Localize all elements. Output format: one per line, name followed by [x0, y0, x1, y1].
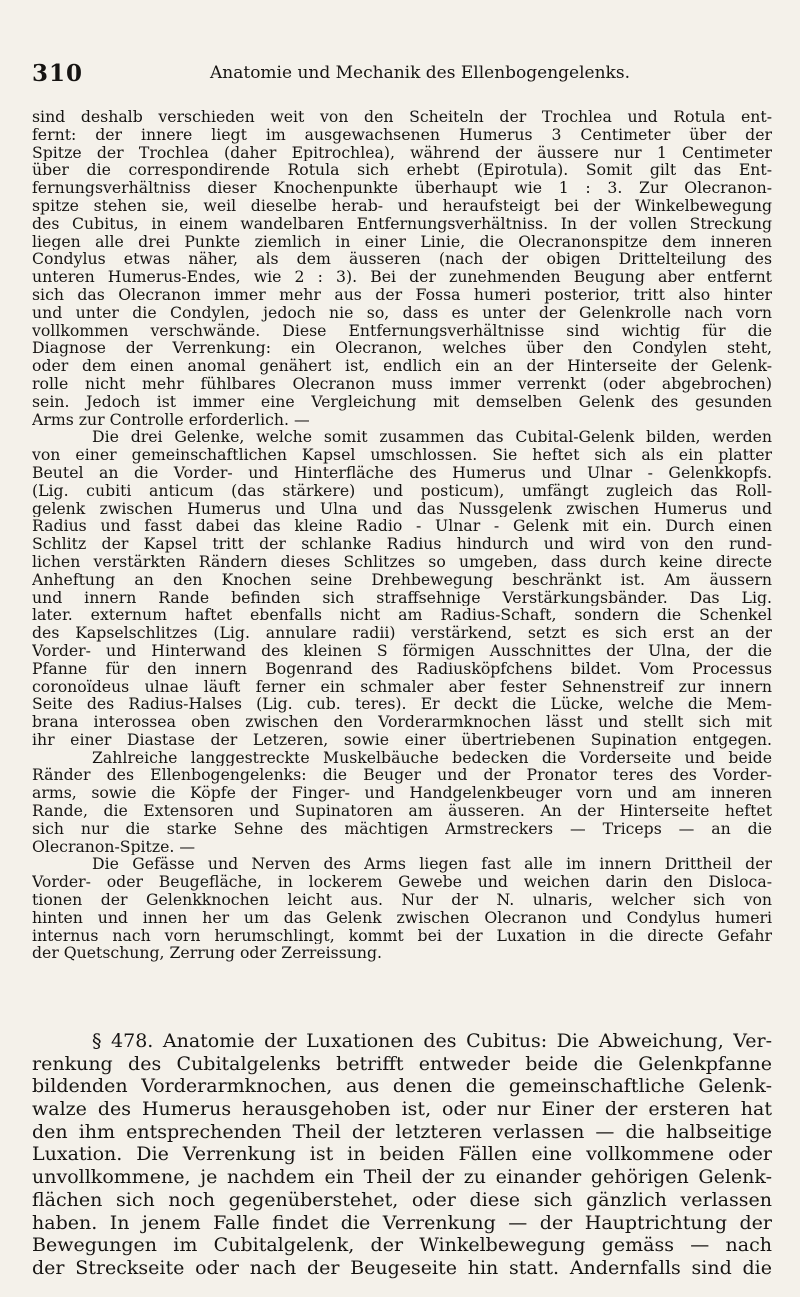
text-line: tionen der Gelenkknochen leicht aus. Nur der N. ulnaris, welcher sich von — [32, 891, 772, 909]
section-heading-line: § 478. Anatomie der Luxationen des Cubitus: Die Abweichung, Ver- — [92, 1030, 772, 1052]
text-line: sich das Olecranon immer mehr aus der Fossa humeri posterior, tritt also hinter — [32, 285, 772, 304]
section-line: Luxation. Die Verrenkung ist in beiden Fällen eine vollkommene oder — [32, 1143, 772, 1166]
text-line: Schlitz der Kapsel tritt der schlanke Radius hindurch und wird von den rund- — [32, 535, 772, 553]
text-line: sind deshalb verschieden weit von den Scheiteln der Trochlea und Rotula ent- — [32, 108, 772, 126]
text-line: ihr einer Diastase der Letzeren, sowie einer übertriebenen Supination entgegen. — [32, 730, 772, 749]
text-line: vollkommen verschwände. Diese Entfernungsverhältnisse sind wichtig für die — [32, 321, 772, 340]
text-line: internus nach vorn herumschlingt, kommt bei der Luxation in die directe Gefahr — [32, 926, 772, 945]
text-line: Rande, die Extensoren und Supinatoren am äusseren. An der Hinterseite heftet — [32, 802, 772, 820]
body-text — [32, 108, 772, 962]
text-line: über die correspondirende Rotula sich erhebt (Epirotula). Somit gilt das Ent- — [32, 161, 772, 180]
text-line: Condylus etwas näher, als dem äusseren (nach der obigen Drittelteilung des — [32, 250, 772, 269]
text-line: fernungsverhältniss dieser Knochenpunkte überhaupt wie 1 : 3. Zur Olecranon- — [32, 179, 772, 197]
text-line: Spitze der Trochlea (daher Epitrochlea), während der äussere nur 1 Centimeter — [32, 143, 772, 162]
text-line: und innern Rande befinden sich straffsehnige Verstärkungsbänder. Das Lig. — [32, 588, 772, 607]
text-line: und unter die Condylen, jedoch nie so, dass es unter der Gelenkrolle nach vorn — [32, 303, 772, 322]
text-line: Arms zur Controlle erforderlich. — — [32, 410, 310, 429]
text-line: liegen alle drei Punkte ziemlich in einer Linie, die Olecranonspitze dem inneren — [32, 232, 772, 251]
text-line: sich nur die starke Sehne des mächtigen Armstreckers — Triceps — an die — [32, 819, 772, 838]
section-line: haben. In jenem Falle findet die Verrenkung — der Hauptrichtung der — [32, 1211, 772, 1234]
text-line: Ränder des Ellenbogengelenks: die Beuger und der Pronator teres des Vorder- — [32, 766, 772, 785]
text-line: Vorder- oder Beugefläche, in lockerem Gewebe und weichen darin den Disloca- — [32, 873, 772, 892]
text-line: von einer gemeinschaftlichen Kapsel umschlossen. Sie heftet sich als ein platter — [32, 446, 772, 464]
text-line: des Kapselschlitzes (Lig. annulare radii) verstärkend, setzt es sich erst an der — [32, 624, 772, 642]
text-line: (Lig. cubiti anticum (das stärkere) und posticum), umfängt zugleich das Roll- — [32, 481, 772, 500]
page-header — [32, 60, 772, 88]
text-line: Diagnose der Verrenkung: ein Olecranon, welches über den Condylen steht, — [32, 339, 772, 358]
text-line: oder dem einen anomal genähert ist, endlich ein an der Hinterseite der Gelenk- — [32, 357, 772, 375]
text-line: hinten und innen her um das Gelenk zwischen Olecranon und Condylus humeri — [32, 908, 772, 927]
text-line: unteren Humerus-Endes, wie 2 : 3). Bei der zunehmenden Beugung aber entfernt — [32, 268, 772, 286]
section-478 — [32, 1030, 772, 1280]
running-title: Anatomie und Mechanik des Ellenbogengelenks. — [210, 63, 630, 83]
text-line: Radius und fasst dabei das kleine Radio - Ulnar - Gelenk mit ein. Durch einen — [32, 517, 772, 536]
text-line: des Cubitus, in einem wandelbaren Entfernungsverhältniss. In der vollen Streckung — [32, 214, 772, 233]
text-line: brana interossea oben zwischen den Vorderarmknochen lässt und stellt sich mit — [32, 713, 772, 731]
text-line: spitze stehen sie, weil dieselbe herab- und heraufsteigt bei der Winkelbewegung — [32, 196, 772, 215]
text-line: fernt: der innere liegt im ausgewachsenen Humerus 3 Centimeter über der — [32, 125, 772, 144]
text-line: sein. Jedoch ist immer eine Vergleichung mit demselben Gelenk des gesunden — [32, 392, 772, 411]
text-line: coronoïdeus ulnae läuft ferner ein schmaler aber fester Sehnenstreif zur innern — [32, 677, 772, 696]
paragraph-start: Die drei Gelenke, welche somit zusammen das Cubital-Gelenk bilden, werden — [92, 428, 772, 447]
text-line: Seite des Radius-Halses (Lig. cub. teres). Er deckt die Lücke, welche die Mem- — [32, 695, 772, 714]
text-line: Beutel an die Vorder- und Hinterfläche des Humerus und Ulnar - Gelenkkopfs. — [32, 463, 772, 482]
text-line: Vorder- und Hinterwand des kleinen S förmigen Ausschnittes der Ulna, der die — [32, 641, 772, 660]
section-line: den ihm entsprechenden Theil der letzteren verlassen — die halbseitige — [32, 1120, 772, 1143]
text-line: later. externum haftet ebenfalls nicht am Radius-Schaft, sondern die Schenkel — [32, 606, 772, 625]
text-line: gelenk zwischen Humerus und Ulna und das Nussgelenk zwischen Humerus und — [32, 499, 772, 518]
section-line: der Streckseite oder nach der Beugeseite hin statt. Andernfalls sind die — [32, 1256, 772, 1279]
text-line: rolle nicht mehr fühlbares Olecranon muss immer verrenkt (oder abgebrochen) — [32, 374, 772, 393]
text-line: arms, sowie die Köpfe der Finger- und Handgelenkbeuger vorn und am inneren — [32, 784, 772, 803]
section-line: bildenden Vorderarmknochen, aus denen die gemeinschaftliche Gelenk- — [32, 1075, 772, 1098]
section-line: walze des Humerus herausgehoben ist, oder nur Einer der ersteren hat — [32, 1098, 772, 1121]
section-line: renkung des Cubitalgelenks betrifft entweder beide die Gelenkpfanne — [32, 1052, 772, 1075]
text-line: lichen verstärkten Rändern dieses Schlitzes so umgeben, dass durch keine directe — [32, 552, 772, 571]
text-line: Olecranon-Spitze. — — [32, 837, 196, 856]
section-line: Bewegungen im Cubitalgelenk, der Winkelbewegung gemäss — nach — [32, 1234, 772, 1257]
paragraph-start: Die Gefässe und Nerven des Arms liegen fast alle im innern Drittheil der — [92, 855, 772, 874]
paragraph-start: Zahlreiche langgestreckte Muskelbäuche bedecken die Vorderseite und beide — [92, 748, 772, 767]
text-line: Anheftung an den Knochen seine Drehbewegung beschränkt ist. Am äussern — [32, 570, 772, 589]
text-line: Pfanne für den innern Bogenrand des Radiusköpfchens bildet. Vom Processus — [32, 659, 772, 678]
section-line: flächen sich noch gegenüberstehet, oder diese sich gänzlich verlassen — [32, 1188, 772, 1211]
page-number: 310 — [32, 60, 84, 87]
section-line: unvollkommene, je nachdem ein Theil der zu einander gehörigen Gelenk- — [32, 1166, 772, 1189]
text-line: der Quetschung, Zerrung oder Zerreissung. — [32, 944, 383, 963]
